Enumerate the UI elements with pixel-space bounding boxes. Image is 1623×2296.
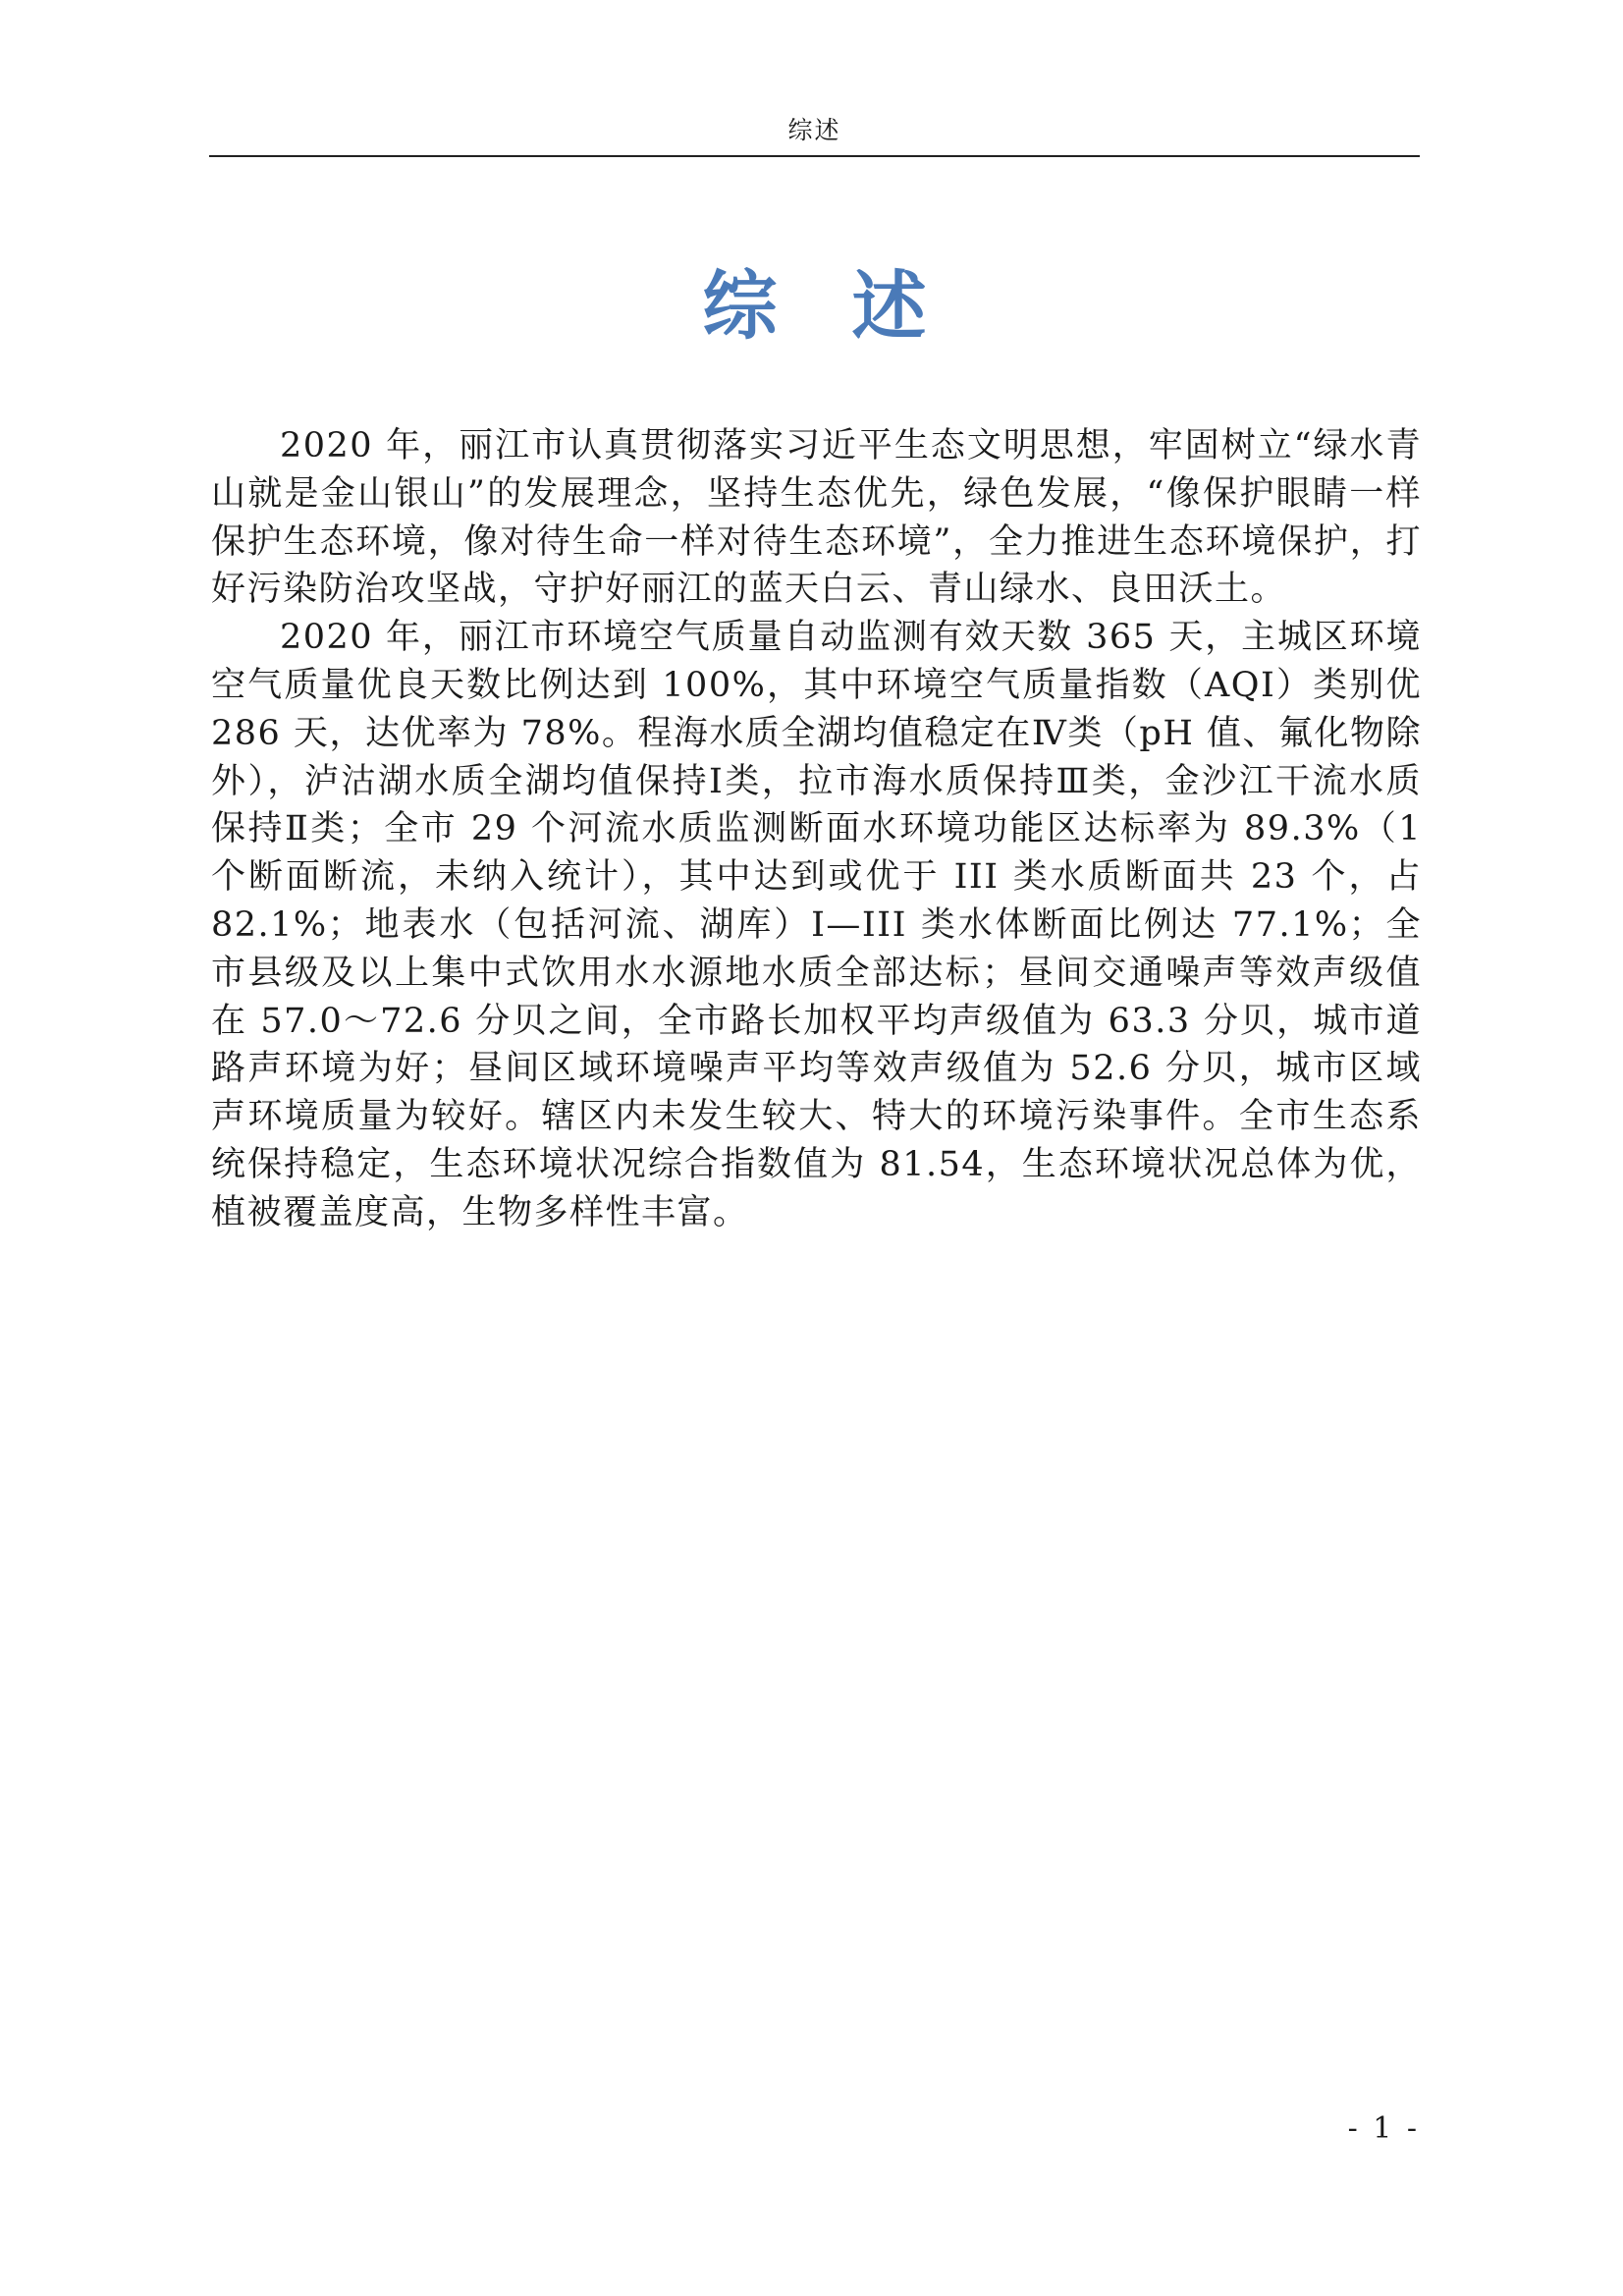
page-title [209,257,1420,355]
header-rule [209,155,1420,157]
body-paragraph-1: 2020 年，丽江市认真贯彻落实习近平生态文明思想，牢固树立“绿水青山就是金山银山”的发展理念，坚持生态优先，绿色发展，“像保护眼睛一样保护生态环境，像对待生命一样对待生态环境”，全力推进生态环境保护，打好污染防治攻坚战，守护好丽江的蓝天白云、青山绿水、良田沃土。 [211,426,1422,610]
page-title-char-2: 述 [851,262,927,350]
body-content [211,422,1422,1237]
running-header: 综述 [787,116,841,144]
page-number: - 1 - [1347,2111,1420,2146]
page-title-char-1: 综 [702,262,778,350]
body-paragraph-2: 2020 年，丽江市环境空气质量自动监测有效天数 365 天，主城区环境空气质量优良天数比例达到 100%，其中环境空气质量指数（AQI）类别优 286 天，达优率为 78%。程海水质全湖均值稳定在Ⅳ类（pH 值、氟化物除外），泸沽湖水质全湖均值保持Ⅰ类，拉市海水质保持Ⅲ类，金沙江干流水质保持Ⅱ类；全市 29 个河流水质监测断面水环境功能区达标率为 89.3%（1 个断面断流，未纳入统计），其中达到或优于 III 类水质断面共 23 个，占 82.1%；地表水（包括河流、湖库）I—III 类水体断面比例达 77.1%；全市县级及以上集中式饮用水水源地水质全部达标；昼间交通噪声等效声级值在 57.0～72.6 分贝之间，全市路长加权平均声级值为 63.3 分贝，城市道路声环境为好；昼间区域环境噪声平均等效声级值为 52.6 分贝，城市区域声环境质量为较好。辖区内未发生较大、特大的环境污染事件。全市生态系统保持稳定，生态环境状况综合指数值为 81.54，生态环境状况总体为优，植被覆盖度高，生物多样性丰富。 [211,618,1422,1232]
